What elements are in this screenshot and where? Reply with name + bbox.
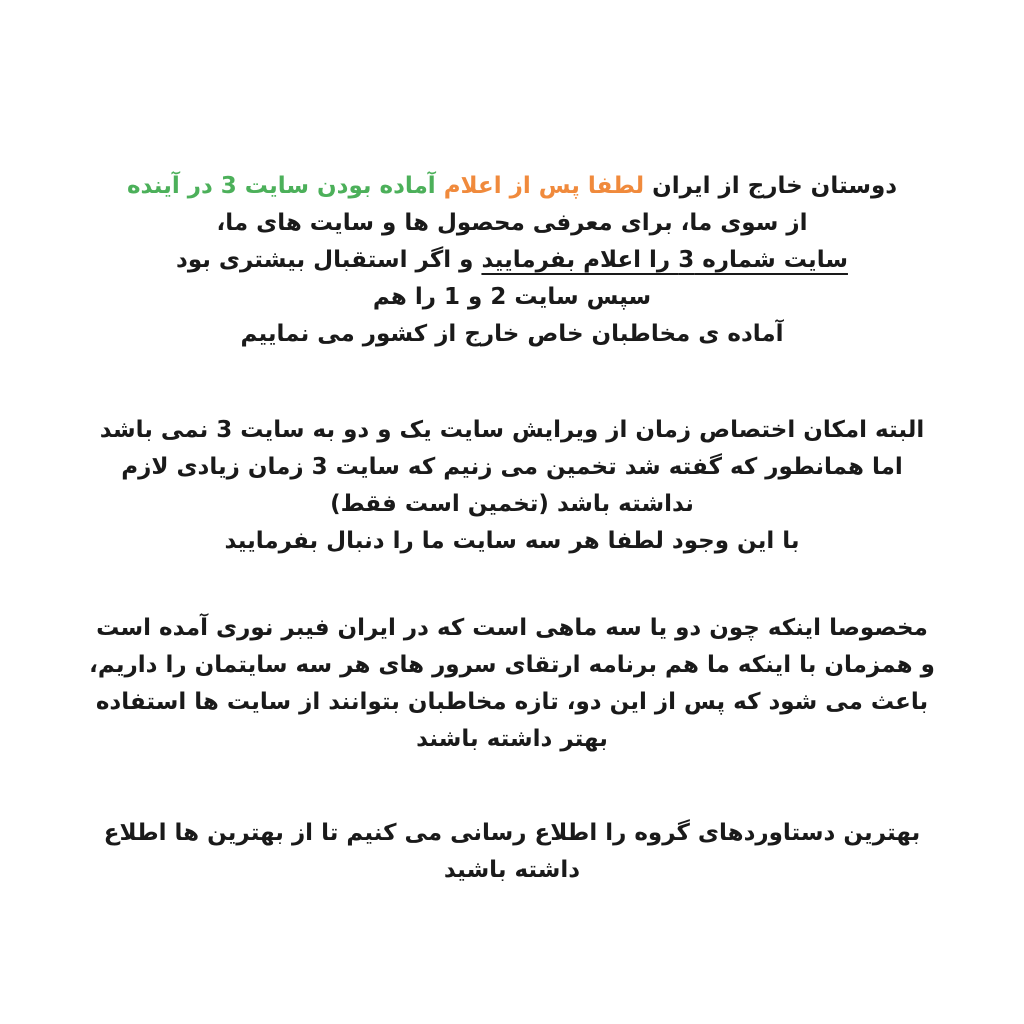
paragraph3-line4: بهتر داشته باشند bbox=[416, 726, 608, 752]
paragraph4-line2: داشته باشید bbox=[443, 857, 581, 883]
paragraph-achievements bbox=[60, 815, 964, 889]
paragraph2-line2: اما همانطور که گفته شد تخمین می زنیم که سایت 3 زمان زیادی لازم bbox=[121, 454, 903, 480]
line3-rest-text: و اگر استقبال بیشتری بود bbox=[176, 247, 482, 273]
paragraph-fiber-optic bbox=[60, 610, 964, 758]
paragraph1-line2: از سوی ما، برای معرفی محصول ها و سایت های ما، bbox=[216, 210, 808, 236]
paragraph2-line1: البته امکان اختصاص زمان از ویرایش سایت یک و دو به سایت 3 نمی باشد bbox=[99, 417, 925, 443]
paragraph1-line3 bbox=[60, 242, 964, 279]
paragraph-announcement-site-3 bbox=[60, 168, 964, 353]
paragraph3-line2: و همزمان با اینکه ما هم برنامه ارتقای سرور های هر سه سایتمان را داریم، bbox=[89, 652, 935, 678]
paragraph1-line5: آماده ی مخاطبان خاص خارج از کشور می نماییم bbox=[240, 321, 784, 347]
underlined-text: سایت شماره 3 را اعلام بفرمایید bbox=[481, 247, 848, 273]
paragraph2-line3: نداشته باشد (تخمین است فقط) bbox=[330, 491, 694, 517]
paragraph1-line4: سپس سایت 2 و 1 را هم bbox=[372, 284, 652, 310]
paragraph4-line1: بهترین دستاوردهای گروه را اطلاع رسانی می کنیم تا از بهترین ها اطلاع bbox=[103, 820, 921, 846]
paragraph3-line3: باعث می شود که پس از این دو، تازه مخاطبان بتوانند از سایت ها استفاده bbox=[95, 689, 929, 715]
line1-start-text: دوستان خارج از ایران bbox=[644, 173, 898, 199]
orange-highlight-text: لطفا پس از اعلام bbox=[443, 173, 645, 199]
green-highlight-text: آماده بودن سایت 3 در آینده bbox=[126, 173, 444, 199]
paragraph1-line1 bbox=[60, 168, 964, 205]
paragraph3-line1: مخصوصا اینکه چون دو یا سه ماهی است که در ایران فیبر نوری آمده است bbox=[96, 615, 928, 641]
paragraph2-line4: با این وجود لطفا هر سه سایت ما را دنبال بفرمایید bbox=[224, 528, 800, 554]
paragraph-time-allocation bbox=[60, 412, 964, 560]
